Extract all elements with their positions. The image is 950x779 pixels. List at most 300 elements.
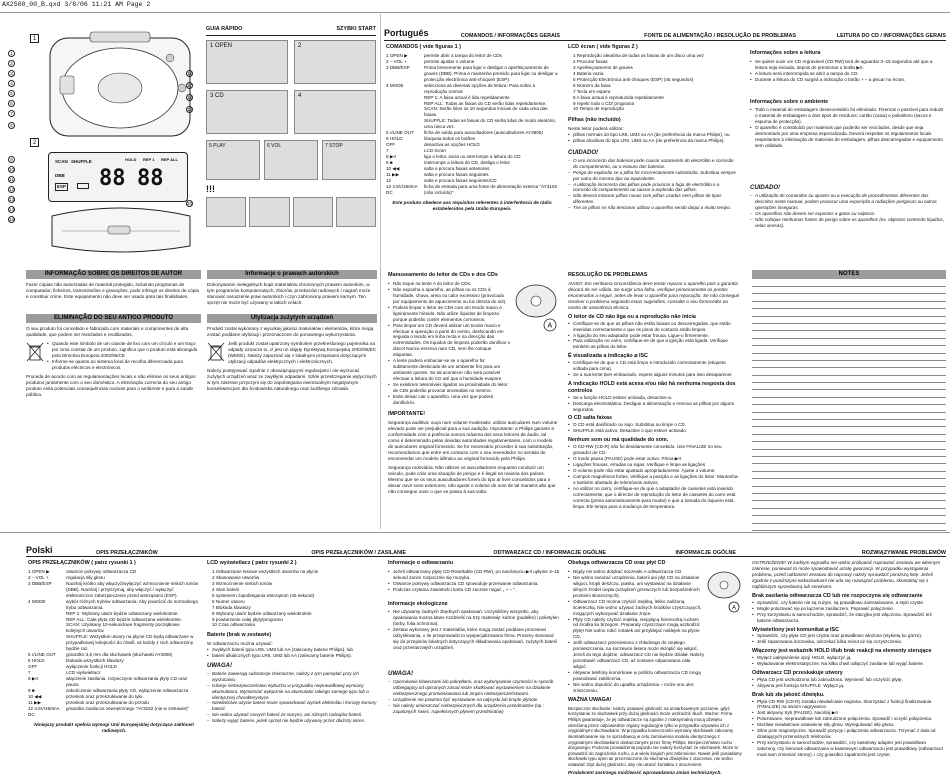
pl-lcd-item: 9 powtarzanie całej płyty/programu bbox=[212, 616, 283, 622]
pl-bat-text: W odtwarzaczu można używać: bbox=[207, 641, 273, 647]
pt-trouble-question: O leitor de CD não liga ou a reprodução não inicia bbox=[568, 313, 696, 320]
pt-env-item: • O aparelho é constituído por materiais que poderão ser reciclados, desde que seja desmontado por uma empresa especializada. Deverá respeitar os regulamentos locais respeitantes à eliminação de materiais de embalagem, pilhas descarregadas e equipamento sem utilidade. bbox=[750, 125, 946, 149]
pt-trouble-answers bbox=[568, 422, 740, 434]
pl-trouble-list bbox=[752, 593, 946, 758]
pl-control-row-desc: REP 1: Wybrany utwór będzie odtwarzany wielokrotnie. bbox=[66, 610, 179, 616]
callout-15: 15 bbox=[9, 217, 15, 222]
notes-rule-line bbox=[752, 375, 946, 376]
step-2: 2 bbox=[294, 40, 376, 84]
pl-controls-title: OPIS PRZEŁĄCZNIKÓW ( patrz rysunki 1 ) bbox=[28, 560, 136, 566]
pl-trouble-answer: • Przy korzystaniu w samochodzie, sprawdzić, że stacyjka jest włączona. Sprawdzić też baterie odtwarzacza. bbox=[752, 612, 946, 624]
notes-rule-line bbox=[752, 404, 946, 405]
pl-uwaga-list bbox=[388, 679, 560, 715]
pt-controls-list bbox=[386, 53, 558, 196]
notes-rule-line bbox=[752, 382, 946, 383]
quick-guide bbox=[206, 26, 376, 256]
pl-play-item: • Jeżeli odtwarzamy płytę CD-Rewritable (CD-RW), po naciśnięciu ▶II upłynie 3–15 sekund zanim rozpocznie się muzyka. bbox=[388, 569, 560, 581]
notes-rule-line bbox=[752, 508, 946, 509]
pt-copyright-section bbox=[26, 270, 201, 398]
pl-wazna-note: Produkcent zastrzega możliwość wprowadzania zmian technicznych. bbox=[568, 769, 722, 775]
pl-caution-item: – Niewłaściwe użycie baterii może spowodować wyciek elektrolitu i korozję komory baterii. bbox=[207, 700, 377, 712]
pt-control-row-key: 6 HOLD bbox=[386, 136, 403, 142]
pt-control-row-key: 11 ▶▶ bbox=[386, 172, 400, 178]
step-6-vol: 6 VOL bbox=[264, 140, 318, 180]
pl-lcd-item: 5 systemem zapobiegania wstrząsom (45 sekund) bbox=[212, 592, 315, 598]
pl-care-item: • Nie wolno dopuścić do upadku urządzenia – może ono ulec zniszczeniu. bbox=[568, 682, 704, 694]
pt-maint-item: • A lente poderá embaciar-se se o aparelho for subitamente deslocado de um ambiente frio para um ambiente quente. Se tal acontecer não será possível efectuar a leitura do CD até que a humidade evapore. bbox=[388, 358, 511, 382]
pt-lcd-item: 9 repetir todo o CD/ programa bbox=[573, 100, 635, 106]
pl-wazna-title: WAŻNA UWAGA! bbox=[568, 697, 612, 704]
pt-lcd-item: 2 Procurar faixas bbox=[573, 58, 608, 64]
pt-caution-item: – Perigo de explosão se a pilha for incorrectamente substituída. Substitua sempre por outra do mesmo tipo ou equivalente. bbox=[568, 170, 738, 182]
notes-rule-line bbox=[752, 471, 946, 472]
pt-language-title: Português bbox=[384, 28, 429, 38]
pt-disc-info-title: Informações sobre a leitura bbox=[750, 50, 821, 56]
pt-disposal-head: ELIMINAÇÃO DO SEU ANTIGO PRODUTO bbox=[26, 314, 201, 323]
cd-lens-illustration bbox=[706, 569, 742, 619]
pt-caution-title: CUIDADO! bbox=[568, 150, 598, 157]
svg-text:A: A bbox=[547, 322, 553, 330]
pt-trouble-answer: • O CD está danificado ou sujo. Substitua ou limpe o CD. bbox=[568, 422, 740, 428]
pt-control-row bbox=[386, 184, 558, 196]
pt-caution-list bbox=[568, 158, 738, 212]
notes-rule-line bbox=[752, 338, 946, 339]
pt-caution2-item: – Os aparelhos não devem ser expostos a gotas ou salpicos. bbox=[750, 211, 946, 217]
pt-lcd-item: 8 A faixa actual é reproduzida repetidamente bbox=[573, 94, 664, 100]
notes-rule-line bbox=[752, 456, 946, 457]
pl-header-row bbox=[26, 545, 946, 556]
warning-image-3 bbox=[293, 197, 333, 227]
pl-control-row-desc: LCD wyświetlacz bbox=[66, 670, 101, 676]
notes-rule-line bbox=[752, 530, 946, 531]
pl-lcd-item: 2 Skanowanie utworów bbox=[212, 574, 260, 580]
pl-control-row bbox=[28, 581, 200, 599]
pt-lcd-item: 5 Protecção Electrónica anti-choques (ESP) (45 segundos) bbox=[573, 76, 694, 82]
pt-col3-head: LEITURA DO CD / INFORMAÇÕES GERAIS bbox=[836, 32, 946, 39]
pt-copyright-text: Fazer cópias não autorizadas de material protegido, incluindo programas de computador, ficheiros, transmissões e gravações, pode infringir os direitos de cópia e constituir crime. Este equipamento não deve ser usado para tais finalidades. bbox=[26, 282, 200, 300]
pl-care-head: Obsługa odtwarzacza CD oraz płyt CD bbox=[568, 560, 666, 566]
step-4: 4 bbox=[294, 90, 376, 134]
pt-control-row-desc: salta e procura faixas seguintes/CD bbox=[424, 178, 497, 184]
pl-control-row-desc: gniazdko 3,5 mm dla słuchawek (słuchawki AY3806) bbox=[66, 652, 173, 658]
pt-trouble-answers bbox=[568, 321, 740, 351]
pl-trouble-question: Brak zasilania odtwarzacza CD lub nie rozpoczyna się odtwarzanie bbox=[752, 593, 923, 600]
pt-maint-item: • Não toque na lente A do leitor de CDs. bbox=[388, 281, 511, 287]
callout-2: 2 bbox=[8, 60, 17, 67]
quick-guide-title: GUIA RÁPIDO bbox=[206, 26, 243, 32]
wheelie-bin-icon bbox=[207, 341, 225, 363]
pl-h1: OPIS PRZEŁĄCZNIKÓW bbox=[96, 549, 158, 556]
notes-rule-line bbox=[752, 449, 946, 450]
pt-header-row bbox=[384, 28, 946, 39]
pt-caution-item: – Não deverá misturar pilhas novas com pilhas usadas nem pilhas de tipos diferentes. bbox=[568, 193, 738, 205]
pt-trouble-question: Nenhum som ou má qualidade do som. bbox=[568, 437, 669, 444]
callout-8: 8 bbox=[8, 122, 17, 129]
pt-control-row-desc: ficha de saída para auscultadores (auscultadores AY3806) bbox=[424, 130, 543, 136]
pt-caution-item: – O uso incorrecto das baterias pode causar vazamento do electrólito e corrosão do compartimento, ou o estouro das baterias. bbox=[568, 158, 738, 170]
pt-disposal-item: • Informe-se quanto ao sistema local de recolha diferenciada para produtos eléctricos e electrónicos. bbox=[47, 359, 201, 371]
pt-lcd-item: 6 Número da faixa bbox=[573, 82, 611, 88]
pt-batteries-title: Pilhas (não incluído) bbox=[568, 117, 621, 124]
pt-control-row-desc: permite ajustar o volume bbox=[424, 58, 475, 64]
player-figure-panel bbox=[30, 26, 200, 258]
pt-col1-head: COMANDOS / INFORMAÇÕES GERAIS bbox=[460, 32, 560, 39]
lcd-rep1-label: REP 1 bbox=[143, 157, 155, 162]
pl-lcd-item: 6 Numer utworu bbox=[212, 598, 245, 604]
pl-control-row-desc: SHUFFLE: Wszystkie utwory na płycie CD będą odtwarzane w przypadkowej kolejności do chwili, aż każdy z nich odtworzony będzie raz. bbox=[66, 634, 194, 652]
callout-6: 6 bbox=[8, 100, 17, 107]
pl-control-row-desc: blokada wszystkich klawiszy bbox=[66, 658, 124, 664]
callout-14: 14 bbox=[9, 207, 15, 212]
notes-rule-line bbox=[752, 523, 946, 524]
pt-col2-head: FONTE DE ALIMENTAÇÃO / RESOLUÇÃO DE PROBLEMAS bbox=[644, 32, 796, 39]
pl-control-row-desc: Naciśnij krótko aby włączyć/wyłączyć wzmocnienie niskich tonów (DBB). Naciśnij i przytrzymaj, aby włączyć / wyłączyć elektroniczne zabezpieczenie przed wstrząsami (ESP). bbox=[66, 580, 199, 598]
lcd-track-digits: 88 bbox=[99, 166, 126, 191]
pl-trouble-answer: • Sprawdzić, czy płyta CD jest czysta oraz prawidłowo włożona (etykietą ku górze). bbox=[752, 633, 946, 639]
pl-care-list bbox=[568, 569, 704, 694]
pl-control-row-desc: SCAN: Uzyskany 10-sekundowe fragmenty początkowe kolejnych utworów. bbox=[66, 622, 180, 634]
pt-disc-info-item: • Se quiser ouvir um CD regravável (CD-RW) terá de aguardar 3–15 segundos até que a leitura seja iniciada, depois de premionar o botão ▶II. bbox=[750, 59, 946, 71]
pl-lcd-item: 7 Blokada klawiszy bbox=[212, 604, 251, 610]
notes-rule-line bbox=[752, 515, 946, 516]
pt-control-row-desc: bloqueia todos os botões bbox=[424, 136, 476, 142]
pt-control-row-desc: salta e procura faixas anteriores bbox=[424, 166, 490, 172]
pt-control-row-key: 13 4.5V/450mA DC bbox=[386, 184, 418, 196]
pl-care-item: • Aktywne telefony komórkowe w pobliżu odtwarzacza CD mogą powodować zakłócenia. bbox=[568, 670, 704, 682]
pl-control-row-key: 11 ▶▶ bbox=[28, 700, 42, 706]
pl-control-row-desc: regulacja siły głosu bbox=[66, 574, 105, 580]
pt-lcd-section bbox=[568, 44, 738, 211]
notes-rule-line bbox=[752, 486, 946, 487]
lcd-dbb-label: DBB bbox=[55, 173, 65, 178]
pt-control-row-key: OFF bbox=[386, 142, 396, 148]
pl-control-row-desc: gniazdko zasilacza zewnętrznego "AY3162 (nie w zestawie)" bbox=[66, 706, 190, 712]
pl-trouble-answer: • Wyłącz uaktywnienie opcji HOLD, wyłączyć ją. bbox=[752, 655, 946, 661]
quick-guide-title-right: SZYBKI START bbox=[336, 26, 376, 32]
player-side-illustration bbox=[42, 206, 200, 256]
pl-bat-title: Baterie (brak w zestawie) bbox=[207, 632, 272, 639]
pl-play-item: • Podczas czytania zawartości karta CD zacznie migać „ + – ”. bbox=[388, 587, 560, 593]
pt-control-row-desc: LCD écran bbox=[424, 148, 446, 154]
pt-trouble-answer: • Campos magnéticos fortes. Verifique a posição e as ligações do leitor. Mantenha-o também afastado de telemóveis activos. bbox=[568, 474, 740, 486]
pt-lcd-item: 10 Tempo de reprodução bbox=[573, 106, 624, 112]
callout-4: 4 bbox=[8, 80, 17, 87]
pl-uwaga-item: – Nie należy umieszczać niebezpiecznych dla urządzenia przedmiotów (np.: zapalonych świec, napełnionych płynem przedmiotów) bbox=[388, 703, 560, 715]
pt-control-row-desc: REP ALL: Todas as faixas do CD serão lidas repetidamente. bbox=[424, 100, 547, 106]
notes-rule-line bbox=[752, 301, 946, 302]
pl-caution-item: – Należy wyjąć baterie, jeżeli sprzęt nie będzie używany przez dłuższy okres. bbox=[207, 718, 377, 724]
pt-control-row-key: 9 ■ bbox=[386, 160, 393, 166]
pl-controls-section bbox=[28, 560, 200, 734]
pt-trouble-answer: • Ao utilizar no carro, certifique-se de que o adaptador de cassetes está inserido correctamente, que o director de reprodução do leitor de cassetes do carro está correcta (prima automaticamente para mudar) e que a tomada do isqueiro está limpa. Ele tempo para a mudança de temperatura. bbox=[568, 486, 740, 510]
pt-trouble-head: RESOLUÇÃO DE PROBLEMAS bbox=[568, 272, 648, 278]
pt-control-row-desc: interrompe a leitura do CD, desliga o leitor bbox=[424, 160, 511, 166]
pt-disc-info-section bbox=[750, 50, 946, 228]
pt-trouble-question: O CD salta faixas bbox=[568, 415, 613, 422]
lcd-esp-label: ESP bbox=[57, 184, 67, 189]
step-7-stop: 7 STOP bbox=[322, 140, 376, 180]
callout-19: 19 bbox=[187, 107, 193, 112]
pl-controls-list bbox=[28, 569, 200, 718]
notes-rule-line bbox=[752, 419, 946, 420]
pt-env-item: • Todo o material de embalagem desnecessário foi eliminado. Fizemos o possível para reduzir o material de embalagem a dois tipos de resíduos: cartão (caixa) e polietileno (sacos e espuma de protecção). bbox=[750, 107, 946, 125]
pl-waste-text3: Należy postępować zgodnie z obowiązującymi regulacjami i nie wyrzucać zużytych urządzeń wraz ze zwykłymi odpadami. Szkle przestrzeganie wytycznych w tym zakresie przyczyni się do zapobiegania ewentualnym negatywnym konsekwencjom dla środowiska naturalnego oraz ludzkiego zdrowia. bbox=[207, 368, 377, 392]
pl-control-row-key: 1 OPEN ▶ bbox=[28, 568, 50, 574]
pl-trouble-question: Brak lub zła jakość dźwięku. bbox=[752, 691, 825, 698]
pl-battery-item: • zwykłych baterii typu LR6, UM3 lub AA (zalecamy baterie Philips), lub bbox=[207, 647, 377, 653]
step-5-play: 5 PLAY bbox=[206, 140, 260, 180]
pl-control-row-key: 2 – VOL + bbox=[28, 574, 49, 580]
pl-waste-text2: Jeśli produkt został opatrzony symbolem przekreślonego pojemnika na odpady oznacza to, iż jest on objęty Dyrektywą Europejską 2002/96/EC (WEEE). Należy zapoznać się z lokalnymi przepisami dotyczącymi utylizacji odpadów elektrycznych i elektronicznych. bbox=[228, 341, 377, 365]
pt-control-row-key: 7 bbox=[386, 148, 389, 154]
pl-trouble-answer: • Aktywna jest funkcja SHUFFLE. Wyłącz ją. bbox=[752, 683, 946, 689]
callout-11: 11 bbox=[9, 177, 14, 182]
warning-marks: !!! bbox=[206, 183, 215, 194]
pl-trouble-answer: • Poluzowane, nieprawidłowe lub zabrudzone połączenia. Sprawdź i oczyść połączenia. bbox=[752, 716, 946, 722]
pt-trouble-answer: • SHUFFLE está activo. Desactive o que estiver activado. bbox=[568, 428, 740, 434]
pl-waste-text: Produkt został wykonany z wysokiej jakości materiałów i elementów, które mogą zostać poddane utylizacji i przeznaczone do ponownego wykorzystania. bbox=[207, 326, 374, 338]
pt-battery-item: • pilhas alcalinas do tipo LR6, UM3 ou AA (de preferência da marca Philips). bbox=[568, 138, 738, 144]
pt-control-row-desc: ficha de entrada para uma fonte de alimentação externa "AY3162 (não incluído)" bbox=[424, 184, 558, 196]
step-1-open: 1 OPEN bbox=[206, 40, 288, 84]
notes-head: NOTES bbox=[752, 270, 946, 279]
pl-trouble-answer: • Płyta CD-RW (CD-R) została niewłaściwie nagrana. Skorzystać z funkcji finalizowania (FINALIZE) na swoim nagrywarce. bbox=[752, 699, 946, 711]
notes-rule-line bbox=[752, 286, 946, 287]
notes-rule-line bbox=[752, 389, 946, 390]
pt-trouble-question: A indicação HOLD está acesa e/ou não há nenhuma resposta dos controlos bbox=[568, 381, 736, 394]
pt-important-text2: Segurança rodoviária: Não utilizes os auscultadores enquanto conduzir um veículo, pode criar uma situação de perigo e é ilegal na maioria dos países. Mesmo que se os seus auscultadores forem do tipo ar livre concebidos para o deixar ouvir sons exteriores, não ajuste o volume de som de tal maneira alto que não consegue ouvir o que se passa à sua volta. bbox=[388, 464, 556, 495]
pt-important-text: Segurança auditiva: ouça num volume moderado: utilizar auriculares num volume elevado pode ser prejudicial para a sua audição. Importante: a Philips garante a conformidade com a potência sonora máxima dos seus leitores de áudio, tal como é determinado pelas devidas autoridades regulamentares, com o modelo de auriculares original fornecido. Se for necessário proceder à sua substituição, recomendamos que entre em contacto com o seu revendedor no sentido de encomendar um modelo idêntico ao original fornecido pela Philips. bbox=[388, 419, 558, 461]
pl-control-row-desc: przeskok oraz przeszukiwanie do tyłu bbox=[66, 694, 143, 700]
pl-trouble-answer: • Możliwe niewłaściwe ustawienie siły głosu. Wyregulować siłę głosu. bbox=[752, 722, 946, 728]
callout-1: 1 bbox=[8, 50, 17, 57]
notes-rule-line bbox=[752, 493, 946, 494]
pt-troubleshooting-section bbox=[568, 272, 740, 510]
pl-control-row-desc: otwarcie pokrywy odtwarzacza CD bbox=[66, 568, 137, 574]
pt-caution2-list bbox=[750, 193, 946, 229]
pl-lcd-title: LCD wyświetlacz ( patrz rysunki 2 ) bbox=[207, 560, 297, 566]
pl-eco-head: Informacje ekologiczne bbox=[388, 600, 448, 607]
notes-rule-line bbox=[752, 293, 946, 294]
pl-care-item: • Jeśli odtwarzacz przeniesiono z chłodnego do ciepłego pomieszczenia, na soczewce lasera może skroplić się wilgoć. Jeżeli do tego dojdzie, odtwarzacz CD nie będzie działał. Należy pozostawić odtwarzacz CD, aż zostanie odparowana cała wilgoć. bbox=[568, 640, 704, 670]
pt-caution2-item: – Não coloque nenhumas fontes de perigo sobre os aparelhos (ex. objectos contendo líquidos, velas acesas). bbox=[750, 217, 946, 229]
pt-trouble-answers bbox=[568, 444, 740, 486]
pt-trouble-answer: • Descarga electrostática. Desligue a alimentação e remova as pilhas por alguns segundos. bbox=[568, 401, 740, 413]
pl-control-row-key bbox=[28, 622, 66, 634]
pl-control-row-key: 12 4.5V/450mA DC bbox=[28, 706, 60, 717]
pt-lcd-list bbox=[568, 53, 738, 113]
callout-3: 3 bbox=[8, 70, 17, 77]
pl-h3: ODTWARZACZ CD / INFORMACJE OGÓLNE bbox=[493, 549, 606, 556]
pt-trouble-answer: • O volume pode não estar ajustado apropriadamente. Ajuste o volume. bbox=[568, 468, 740, 474]
pt-disposal-text: O seu produto foi concebido e fabricado com materiais e componentes de alta qualidade, que podem ser reciclados e reutilizados. bbox=[26, 326, 189, 338]
pl-trouble-intro: OSTRZEŻENIE! W żadnym wypadku nie wolno próbować naprawiać zestawu we własnym zakresie, ponieważ to może spowodować utratę gwarancji. W przypadku wystąpienia problemu, przed oddaniem zestawu do naprawy należy sprawdzić poniższą listę. Jeżeli zgodnie z poniższymi wskazówkami nie uda się rozwiązać problemu, skontaktuj się z najbliższym sprzedawcą lub serwisem. bbox=[752, 560, 941, 590]
pl-control-row bbox=[28, 634, 200, 652]
pl-trouble-answers bbox=[752, 633, 946, 645]
pl-play-head: Informacje o odtwarzaniu bbox=[388, 560, 453, 566]
lcd-display-illustration bbox=[48, 152, 188, 202]
pl-battery-item: • baterii alkalicznych typu LR6, UM3 lub AA (zalecamy baterie Philips). bbox=[207, 653, 377, 659]
pt-lcd-item: 1 Reprodução aleatória de todas as faixas de um disco uma vez bbox=[573, 52, 704, 58]
pt-trouble-answer: • Ligações frouxas, erradas ou sujas. Verifique e limpe as ligações. bbox=[568, 462, 740, 468]
pl-wazna-text: Bezpieczne słuchanie: należy ustawiać głośność na umiarkowanym poziomie, gdyż korzystanie ze słuchawek przy dużej głośności może uszkodzić słuch. Ważne: Firma Philips gwarantuje, że jej odtwarzacze są zgodne z maksymalną mocą dźwięku określoną przez odpowiednie organy regulacyjne tylko w przypadku używania ich z oryginalnymi słuchawkami. W przypadku konieczności wymiany słuchawek zalecamy skontaktowanie się ze sprzedawcą w celu zamówienia modelu identycznego z oryginalnymi słuchawkami dostarczanymi przez firmę Philips. Bezpieczeństwo ruchu drogowego: Podczas prowadzenia pojazdu nie należy korzystać ze słuchawek. Może to prowadzić do zagrożenia ruchu, a w wielu krajach jest zabronione. Nawet jeśli posiadamy słuchawki typu open air przeznaczone do słuchania dźwięków z otoczenia, nie wolno ustawiać zbyt dużej głośności, aby nie utracić kontaktu z otoczeniem. bbox=[568, 705, 742, 768]
pt-maint-item: • Poderá limpar o leitor de CDs com um tecido macio e ligeiramente húmido. Não utilize líquidos de limpeza porque poderão conter elementos corrosivos. bbox=[388, 305, 511, 323]
pt-batteries-text: Neste leitor poderá utilizar: bbox=[568, 126, 624, 132]
pl-care-item: • Nigdy nie wolno dotykać soczewki A odtwarzacza CD. bbox=[568, 569, 704, 575]
callout-7: 7 bbox=[8, 110, 17, 117]
callout-5: 5 bbox=[8, 90, 17, 97]
pl-uwaga-item: – Urządzenie nie powinno być wystawiane na odpryski lub krople płynów. bbox=[388, 697, 560, 703]
pl-care-item: • Odtwarzacz CD można czyścić miękką, lekko zwilżoną ściereczką. Nie wolno używać żadnych środków czyszczących, mogących wykazywać działanie żrące. bbox=[568, 599, 704, 617]
pt-maintenance-section bbox=[388, 272, 558, 495]
pl-control-row-key: 3 DBB/ESP bbox=[28, 580, 52, 586]
callout-16: 16 bbox=[187, 71, 193, 76]
cd-lens-illustration bbox=[514, 281, 558, 341]
pt-control-row bbox=[386, 83, 558, 95]
pl-h2: OPIS PRZEŁĄCZNIKÓW / ZASILANIE bbox=[311, 549, 406, 556]
pl-lcd-section bbox=[207, 560, 377, 724]
pl-uwaga-item: – Operowanie klawiszami lub pokrętłami, oraz wykonywanie czynności w sposób odbiegający od opisanych zasad może skutkować wystawieniem na działanie niebezpiecznego promieniowania lub innymi niebezpieczeństwami. bbox=[388, 679, 560, 697]
pl-trouble-section bbox=[752, 560, 946, 758]
svg-text:A: A bbox=[732, 605, 737, 612]
pl-control-row-key: 6 HOLD bbox=[28, 658, 45, 664]
player-top-illustration bbox=[42, 28, 200, 146]
pl-uwaga-title: UWAGA! bbox=[388, 671, 413, 678]
pt-control-row-key: 8 ▶II bbox=[386, 154, 396, 160]
pl-trouble-answers bbox=[752, 699, 946, 759]
pl-controls-note: Niniejszy produkt spełnia wymogi Unii Europejskiej dotyczące zakłóceń radiowych. bbox=[34, 721, 194, 733]
pt-trouble-answer: • Certifique-se de que o CD está limpo e introduzido correctamente (etiqueta voltada para cima). bbox=[568, 360, 740, 372]
notes-rule-line bbox=[752, 434, 946, 435]
pl-care-item: • Płyty CD należy czyścić miękką, niepylącą ściereczką ruchem od środka ku brzegom. Preparaty czyszczące mogą uszkodzić płytę! Nie wolno robić notatek ani przyklejać naklejek na płycie CD. bbox=[568, 617, 704, 641]
pt-control-row-key: 5 ℩/LINE OUT bbox=[386, 130, 414, 136]
pl-control-row bbox=[28, 599, 200, 611]
pl-care-item: • Nie wolno narażać urządzenia, baterii ani płyt CD na działanie wilgoci, kropli deszczu, piasku, ani wystawiać na działanie silnych źródeł ciepła (urządzeń grzewczych lub bezpośrednich promieni słonecznych). bbox=[568, 575, 704, 599]
pl-play-list bbox=[388, 569, 560, 593]
pl-trouble-answers bbox=[752, 677, 946, 689]
lcd-scan-label: SCAN bbox=[55, 159, 68, 164]
pl-control-row-key bbox=[28, 634, 66, 652]
callout-20: 20 bbox=[187, 201, 193, 206]
notes-rule-line bbox=[752, 360, 946, 361]
pt-lcd-title: LCD écran ( vide figuras 2 ) bbox=[568, 44, 638, 50]
pl-lcd-item: 8 Wybrany utwór będzie odtwarzany wielokrotnie bbox=[212, 610, 312, 616]
pl-trouble-answers bbox=[752, 655, 946, 667]
notes-rule-line bbox=[752, 441, 946, 442]
pl-caution-title: UWAGA! bbox=[207, 663, 232, 670]
pt-control-row bbox=[386, 106, 558, 118]
pt-maint-head: Manuseamento do leitor de CDs e dos CDs bbox=[388, 272, 498, 278]
pt-control-row-key: 1 OPEN ▶ bbox=[386, 52, 408, 58]
pt-control-row-desc: liga o leitor, inicia ou interrompe a leitura do CD bbox=[424, 154, 521, 160]
pt-trouble-list bbox=[568, 314, 740, 510]
pl-caution-item: – Baterie zawierają substancje chemiczne, należy z tym pamiętać przy ich wyrzucaniu. bbox=[207, 671, 377, 683]
pt-lcd-item: 3 Aperfeiçoamento de graves bbox=[573, 64, 633, 70]
pt-control-row-key bbox=[386, 106, 424, 118]
pt-disposal-item: • Quando este símbolo de um caixote de lixo com um círculo e um traço por cima constar de um produto, significa que o produto está abrangido pela Directiva Europeia 2002/96/CE bbox=[47, 341, 201, 359]
pl-control-row-desc: wybór różnych trybów odtwarzania: Aby powrócić do normalnego trybu odtwarzania. bbox=[66, 598, 199, 610]
pl-control-row bbox=[28, 676, 200, 688]
pt-disposal-text2: Proceda de acordo com as regulamentações locais e não elimine os seus antigos produtos juntamente com o seu doméstico. A eliminação correcta do seu antigo produto evita potenciais consequências nocivas para o ambiente e para a saúde pública. bbox=[26, 373, 196, 397]
pt-control-row-desc: desactiva as opções HOLD bbox=[424, 142, 480, 148]
notes-rule-line bbox=[752, 316, 946, 317]
pl-trouble-answer: • Przy korzystaniu w samochodzie, sprawdzić, czy kasetowy adapter jest prawidłowo założony, czy kierunek odtwarzania w kasetowym odtwarzaczu jest prawidłowy (odtwarzacz musi sam zmieniać stronę), i czy gniazdko zapalniczki jest czyste. bbox=[752, 740, 946, 758]
pt-trouble-answers bbox=[568, 360, 740, 378]
pt-trouble-intro: AVISO: Em nenhuma circunstância deve tentar reparar o aparelho pois a garantia deixará de ser válida. Se surgir uma falha, verifique primeiramente os pontos enumerados a seguir, antes de levar o aparelho para reparação. Se não conseguir resolver o problema seguindo estas sugestões, consulte o seu fornecedor ou centro de assistência técnica. bbox=[568, 280, 740, 310]
pt-controls-title: COMANDOS ( vide figuras 1 ) bbox=[386, 44, 461, 50]
step-3-cd: 3 CD bbox=[206, 90, 288, 134]
pt-controls-section bbox=[386, 44, 558, 212]
pl-control-row-key: 5 ℩/LINE OUT bbox=[28, 652, 56, 658]
pl-control-row-key: 9 ■ bbox=[28, 688, 35, 694]
pl-language-title: Polski bbox=[26, 545, 53, 555]
pl-trouble-answer: • Płyta CD jest uszkodzona lub zabrudzona. Wymienić lub oczyścić płytę. bbox=[752, 677, 946, 683]
wheelie-bin-icon bbox=[26, 341, 44, 363]
pt-maint-item: • Para limpar um CD deverá utilizar um tecido macio e efectuar a operação a partir do centro, deslocando em seguida o tecido em linha recta e na direcção das extremidades. Os líquidos de limpeza poderão danificar o disco! Nunca escreva num CD, nem lhe coloque etiquetas. bbox=[388, 323, 511, 359]
pt-control-row-key: 2 – VOL + bbox=[386, 58, 407, 64]
pt-control-row-key: 10 ◀◀ bbox=[386, 166, 400, 172]
notes-rule-line bbox=[752, 308, 946, 309]
pt-control-row-key bbox=[386, 118, 424, 130]
callout-18: 18 bbox=[187, 95, 193, 100]
pl-trouble-answer: • Jeśli zaparowana soczewka, odczekać kilka minut aż się oczyszczenia. bbox=[752, 639, 946, 645]
pt-controls-note: Este produto obedece aos requisitos referentes à interferência de rádio estabelecidos pela União Europeia. bbox=[392, 200, 552, 212]
pt-maint-item: • Se existirem telemóveis ligados na proximidade do leitor de CDs poderão provocar anomalias no mesmo. bbox=[388, 382, 511, 394]
pt-control-row-key: 12 bbox=[386, 178, 392, 184]
pt-trouble-answers bbox=[568, 395, 740, 413]
pt-control-row-desc: permite abrir a tampa do leitor de CDs bbox=[424, 52, 502, 58]
battery-icon bbox=[77, 183, 89, 189]
pl-lcd-list bbox=[207, 569, 377, 629]
pl-control-row-desc: przeskok oraz przeszukiwanie do przodu bbox=[66, 700, 149, 706]
notes-rule-line bbox=[752, 353, 946, 354]
pl-care-section bbox=[568, 560, 742, 776]
pl-control-row-desc: włączenie zasilania, rozpoczęcie odtwarzania płyty CD oraz pauza bbox=[66, 676, 188, 688]
pl-trouble-question: Wyświetlony jest komunikat ⌀ ISC bbox=[752, 626, 840, 633]
notes-rule-line bbox=[752, 478, 946, 479]
pt-lcd-item: 7 Tecla em espera bbox=[573, 88, 611, 94]
pl-lcd-item: 4 Stan baterii bbox=[212, 586, 240, 592]
pt-trouble-answer: • O CD-RW (CD-R) não foi devidamente concebido. Use FINALIZE no seu gravador de CD. bbox=[568, 444, 740, 456]
pt-env-list bbox=[750, 107, 946, 149]
pt-copyright-head: INFORMAÇÃO SOBRE OS DIREITOS DE AUTOR bbox=[26, 270, 201, 279]
pl-control-row-key: 4 MODE bbox=[28, 598, 46, 604]
pt-trouble-answer: • A ligação do seu adaptador pode estar frouxa. Ligue-o firmemente. bbox=[568, 333, 740, 339]
pt-caution2-item: – A utilização de comandos ou ajustes ou a execução de procedimentos diferentes dos descritos neste manual, podem provocar uma exposição a radiações perigosas ou outras operações inseguras. bbox=[750, 193, 946, 211]
pl-lcd-item: 3 Wzmocnienie niskich tonów bbox=[212, 580, 273, 586]
figure-label-1: 1 bbox=[30, 34, 39, 43]
warning-image-1 bbox=[206, 197, 246, 227]
pt-control-row-desc: Prima brevemente para ligar e desligar o aperfeiçoamento de graves (DBB). Prima e mantenha premido para ligar ou desligar a protecção electrónica anti-choques (ESP). bbox=[424, 64, 558, 82]
pl-play-section bbox=[388, 560, 560, 714]
pt-trouble-answer: • Para utilização no carro, certifique-se de que a ignição está ligada. Verifique também as pilhas do leitor. bbox=[568, 338, 740, 350]
pt-env-title: Informações sobre o ambiente bbox=[750, 98, 829, 105]
pt-trouble-answers bbox=[568, 486, 740, 510]
pt-trouble-question: É visualizada a indicação ⌀ ISC bbox=[568, 353, 648, 360]
pt-disc-info-item: • Durante a leitura do CD surgirá a indicação o botão + – a piscar no écran. bbox=[750, 77, 946, 83]
notes-rule-line bbox=[752, 330, 946, 331]
warning-image-4 bbox=[336, 197, 376, 227]
pl-h4: INFORMACJE OGÓLNE bbox=[675, 549, 736, 556]
callout-10: 10 bbox=[9, 167, 15, 172]
notes-rule-line bbox=[752, 500, 946, 501]
pl-caution-item: – Nie wolno używać nowych baterii ze starymi, ani różnych rodzajów baterii. bbox=[207, 712, 377, 718]
lcd-repall-label: REP ALL bbox=[161, 157, 178, 162]
pl-lcd-item: 10 Czas odtwarzania bbox=[212, 622, 255, 628]
pt-control-row bbox=[386, 65, 558, 83]
pl-rights-section bbox=[207, 270, 377, 392]
pt-caution2-title: CUIDADO! bbox=[750, 185, 780, 192]
